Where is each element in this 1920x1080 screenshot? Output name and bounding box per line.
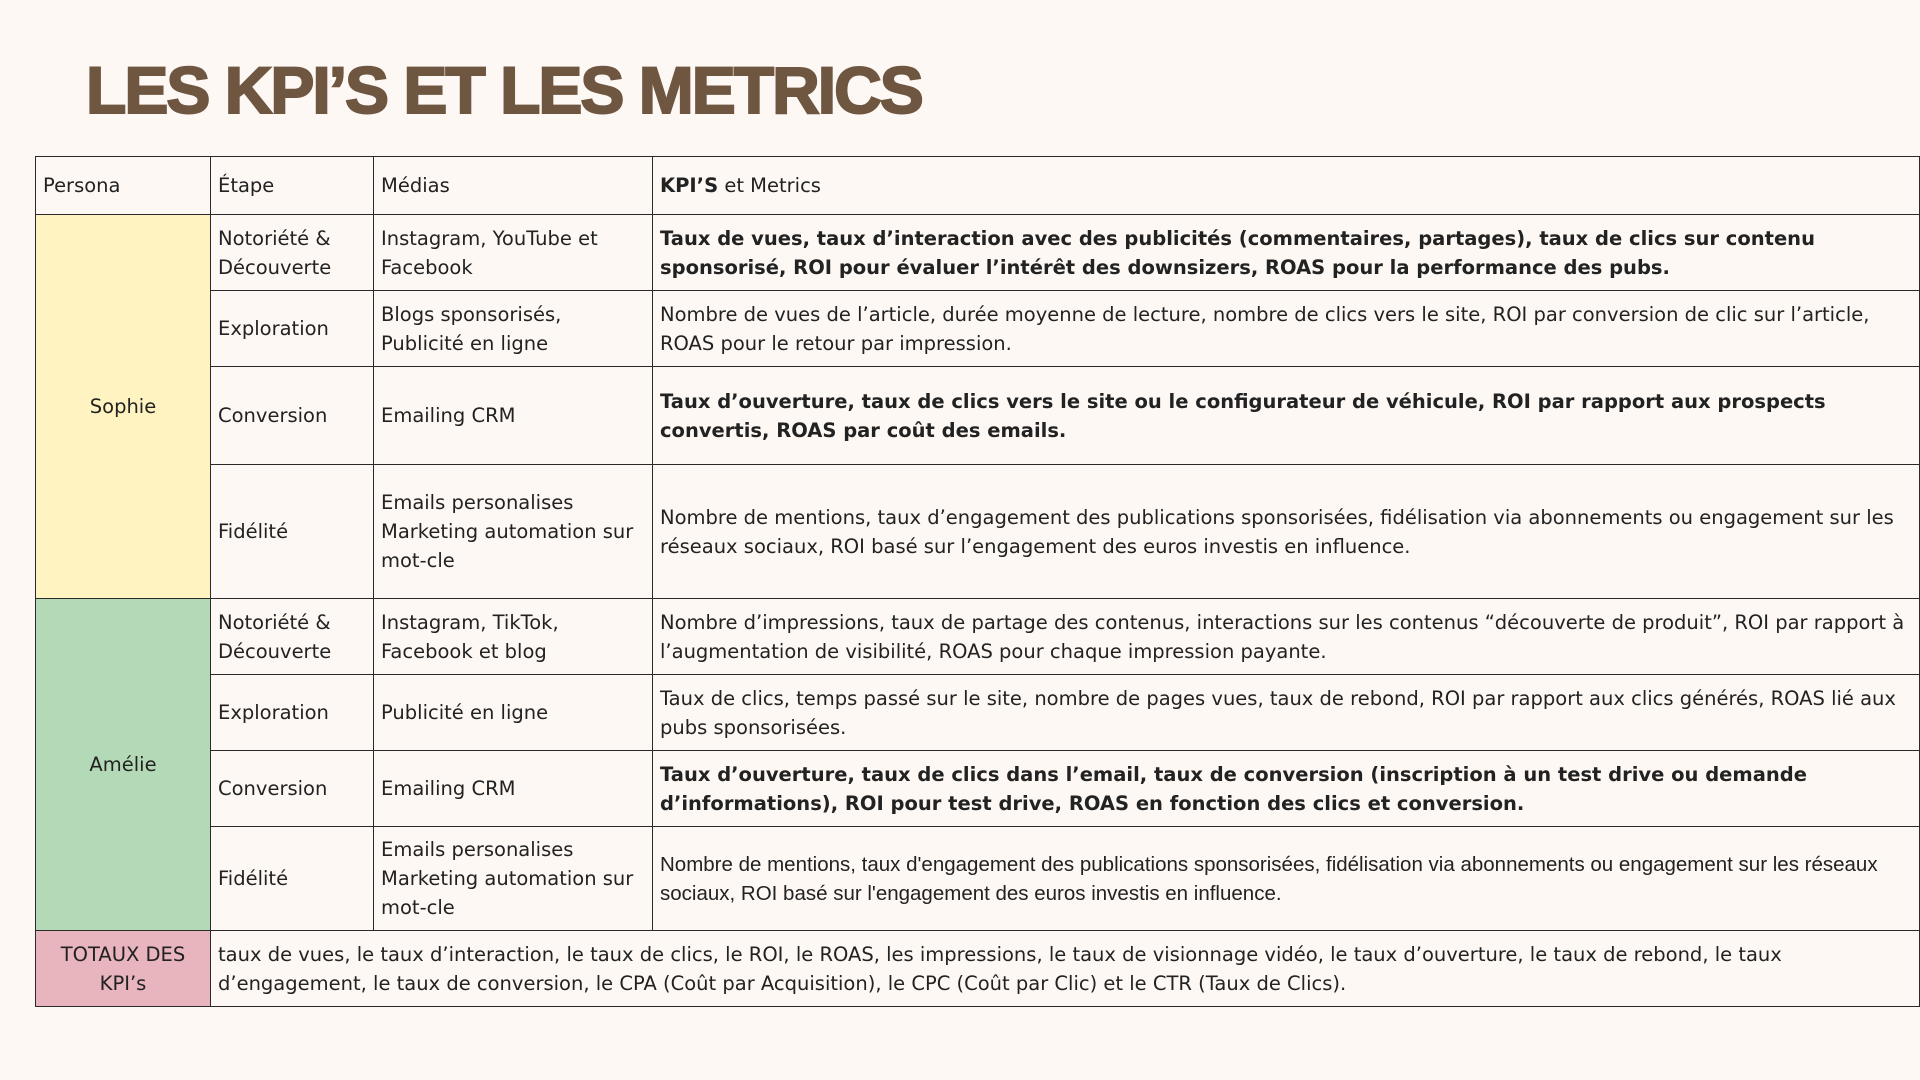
etape-cell: Conversion — [211, 367, 374, 465]
header-kpi-bold: KPI’S — [660, 174, 719, 197]
header-kpi — [653, 157, 1920, 215]
table-row — [36, 215, 1920, 291]
medias-cell: Emailing CRM — [374, 367, 653, 465]
kpi-cell: Taux d’ouverture, taux de clics dans l’email, taux de conversion (inscription à un test drive ou demande d’informations), ROI pour test drive, ROAS en fonction des clics et conversion. — [653, 751, 1920, 827]
totals-label: TOTAUX DES KPI’s — [36, 931, 211, 1007]
etape-cell: Notoriété & Découverte — [211, 215, 374, 291]
etape-cell: Notoriété & Découverte — [211, 599, 374, 675]
medias-cell: Blogs sponsorisés, Publicité en ligne — [374, 291, 653, 367]
kpi-table — [35, 156, 1920, 1007]
table-row — [36, 751, 1920, 827]
medias-cell: Emails personalises Marketing automation sur mot-cle — [374, 827, 653, 931]
persona-cell-amelie: Amélie — [36, 599, 211, 931]
kpi-cell: Taux de vues, taux d’interaction avec des publicités (commentaires, partages), taux de clics sur contenu sponsorisé, ROI pour évaluer l’intérêt des downsizers, ROAS pour la performance des pubs. — [653, 215, 1920, 291]
medias-cell: Publicité en ligne — [374, 675, 653, 751]
totals-text: taux de vues, le taux d’interaction, le taux de clics, le ROI, le ROAS, les impressions, le taux de visionnage vidéo, le taux d’ouverture, le taux de rebond, le taux d’engagement, le taux de conversion, le CPA (Coût par Acquisition), le CPC (Coût par Clic) et le CTR (Taux de Clics). — [211, 931, 1920, 1007]
page-title: LES KPI’S ET LES METRICS — [86, 53, 922, 127]
totals-row — [36, 931, 1920, 1007]
header-kpi-rest: et Metrics — [718, 174, 821, 197]
table-header-row — [36, 157, 1920, 215]
kpi-cell: Taux de clics, temps passé sur le site, nombre de pages vues, taux de rebond, ROI par rapport aux clics générés, ROAS lié aux pubs sponsorisées. — [653, 675, 1920, 751]
kpi-cell: Nombre de vues de l’article, durée moyenne de lecture, nombre de clics vers le site, ROI par conversion de clic sur l’article, ROAS pour le retour par impression. — [653, 291, 1920, 367]
table-row — [36, 291, 1920, 367]
medias-cell: Emails personalises Marketing automation sur mot-cle — [374, 465, 653, 599]
medias-cell: Instagram, TikTok, Facebook et blog — [374, 599, 653, 675]
table-row — [36, 465, 1920, 599]
etape-cell: Exploration — [211, 675, 374, 751]
header-medias: Médias — [374, 157, 653, 215]
kpi-cell: Nombre de mentions, taux d'engagement des publications sponsorisées, fidélisation via abonnements ou engagement sur les réseaux sociaux, ROI basé sur l'engagement des euros investis en influence. — [653, 827, 1920, 931]
table-row — [36, 675, 1920, 751]
table-row — [36, 367, 1920, 465]
persona-cell-sophie: Sophie — [36, 215, 211, 599]
etape-cell: Exploration — [211, 291, 374, 367]
kpi-cell: Nombre de mentions, taux d’engagement des publications sponsorisées, fidélisation via abonnements ou engagement sur les réseaux sociaux, ROI basé sur l’engagement des euros investis en influence. — [653, 465, 1920, 599]
etape-cell: Fidélité — [211, 827, 374, 931]
table-row — [36, 827, 1920, 931]
kpi-cell: Nombre d’impressions, taux de partage des contenus, interactions sur les contenus “découverte de produit”, ROI par rapport à l’augmentation de visibilité, ROAS pour chaque impression payante. — [653, 599, 1920, 675]
table-row — [36, 599, 1920, 675]
kpi-cell: Taux d’ouverture, taux de clics vers le site ou le configurateur de véhicule, ROI par rapport aux prospects convertis, ROAS par coût des emails. — [653, 367, 1920, 465]
header-persona: Persona — [36, 157, 211, 215]
medias-cell: Emailing CRM — [374, 751, 653, 827]
etape-cell: Fidélité — [211, 465, 374, 599]
medias-cell: Instagram, YouTube et Facebook — [374, 215, 653, 291]
etape-cell: Conversion — [211, 751, 374, 827]
header-etape: Étape — [211, 157, 374, 215]
